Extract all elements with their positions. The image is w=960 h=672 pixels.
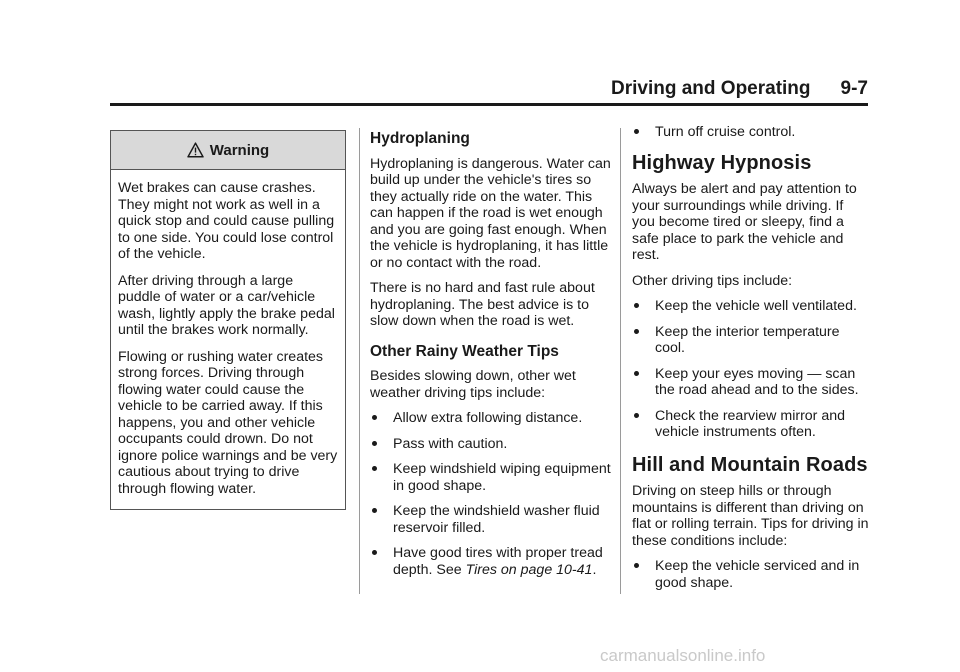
highway-paragraph-2: Other driving tips include: [632,272,793,289]
list-item: Keep the vehicle well ventilated. [632,298,870,315]
header-rule [110,103,868,106]
warning-paragraph: Wet brakes can cause crashes. They might not work as well in a quick stop and could cause pulling to one side. You could lose control of the vehicle. [118,180,335,262]
list-item: Keep your eyes moving — scan the road ahead and to the sides. [632,366,870,399]
highway-tips-list [632,298,870,441]
heading-highway-hypnosis: Highway Hypnosis [632,151,812,174]
rainy-intro: Besides slowing down, other wet weather driving tips include: [370,368,576,401]
list-item: Keep the vehicle serviced and in good shape. [632,558,870,591]
hydroplaning-paragraph-2: There is no hard and fast rule about hydroplaning. The best advice is to slow down when the road is wet. [370,280,595,329]
page-header [110,78,868,104]
list-item [370,545,612,578]
column-divider-1 [359,128,360,594]
rainy-tips-list-continued [632,124,870,141]
heading-hydroplaning: Hydroplaning [370,130,470,147]
heading-hill-mountain: Hill and Mountain Roads [632,453,868,476]
warning-box [110,130,346,510]
hill-paragraph-1: Driving on steep hills or through mountains is different than driving on flat or rolling terrain. Tips for driving in these conditions include: [632,483,869,549]
column-middle [370,131,612,587]
warning-triangle-icon [187,142,204,158]
warning-paragraph: Flowing or rushing water creates strong forces. Driving through flowing water could cause the vehicle to be carried away. If this happens, you and other vehicle occupants could drown. Do not ignore police warnings and be very cautious about trying to drive through flowing water. [118,348,338,497]
list-item: Keep windshield wiping equipment in good shape. [370,461,612,494]
section-title: Driving and Operating [611,78,811,99]
list-item-text: Have good tires with proper tread depth. See [393,545,603,578]
warning-title: Warning [209,141,270,159]
list-item: Keep the windshield washer fluid reservoir filled. [370,503,612,536]
list-item: Pass with caution. [370,436,612,453]
rainy-tips-list [370,410,612,578]
page-number: 9-7 [840,78,868,99]
watermark-text: carmanualsonline.info [600,646,766,665]
hill-tips-list [632,558,870,591]
column-right [632,124,870,600]
list-item: Check the rearview mirror and vehicle instruments often. [632,408,870,441]
column-divider-2 [620,128,621,594]
list-item: Allow extra following distance. [370,410,612,427]
warning-paragraph: After driving through a large puddle of water or a car/vehicle wash, lightly apply the brake pedal until the brakes work normally. [118,272,335,338]
tires-reference-link[interactable]: Tires on page 10-41 [465,561,593,578]
hydroplaning-paragraph-1: Hydroplaning is dangerous. Water can build up under the vehicle's tires so they actually ride on the water. This can happen if the road is wet enough and you are going fast enough. When the vehicle is hydroplaning, it has little or no contact with the road. [370,155,611,271]
list-item: Keep the interior temperature cool. [632,324,870,357]
highway-paragraph-1: Always be alert and pay attention to your surroundings while driving. If you become tired or sleepy, find a safe place to park the vehicle and rest. [632,181,857,263]
heading-rainy-tips: Other Rainy Weather Tips [370,342,559,360]
list-item: Turn off cruise control. [632,124,870,141]
warning-header [111,131,345,170]
list-item-suffix: . [592,561,597,578]
